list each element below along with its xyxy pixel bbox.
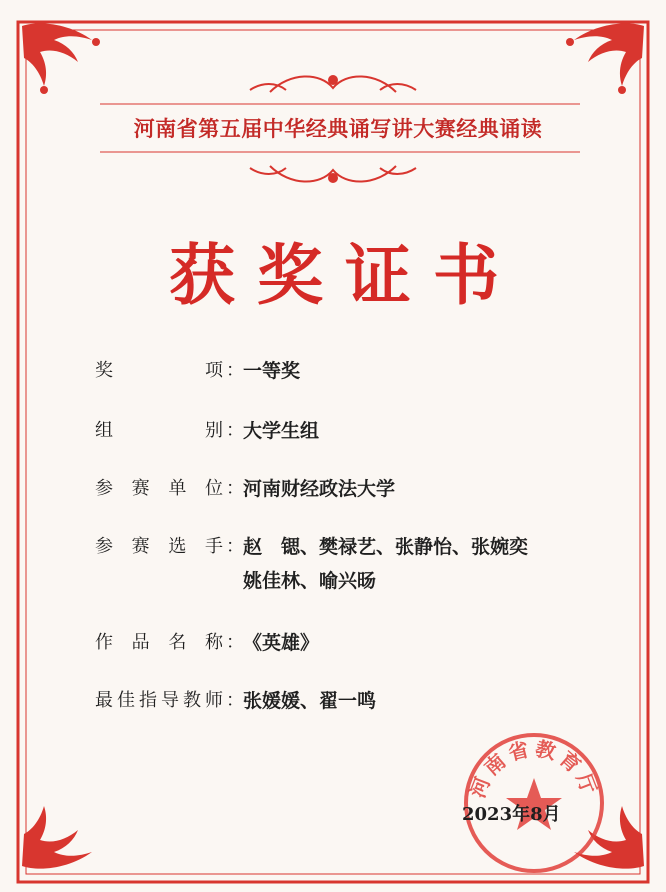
field-label: 作 品 名 称 [95,632,223,653]
field-label: 参 赛 选 手 [95,536,223,557]
corner-ornament-top-right [566,23,644,94]
corner-ornament-bottom-left [22,806,92,869]
field-colon: ： [226,536,244,557]
field-colon: ： [226,632,244,653]
field-value-contestants-line2: 姚佳林、喻兴旸 [243,570,377,592]
field-value-group: 大学生组 [243,420,320,442]
competition-title: 河南省第五届中华经典诵写讲大赛经典诵读 [133,116,543,141]
field-label: 奖 项 [95,360,223,381]
corner-ornament-top-left [22,23,100,94]
header-flourish-bottom [250,166,416,182]
seal-text: 河南省教育厅 [465,736,603,802]
field-label: 最 佳 指 导 教 师 [95,690,223,711]
field-value-unit: 河南财经政法大学 [243,478,396,500]
header-flourish-top [250,76,416,92]
field-label: 组 别 [95,420,223,441]
field-colon: ： [226,690,244,711]
issue-date: 2023年8月 [462,804,561,825]
field-colon: ： [226,420,244,441]
certificate-title: 获奖证书 [169,236,521,314]
field-colon: ： [226,360,244,381]
field-value-contestants: 赵 锶、樊禄艺、张静怡、张婉奕 [243,536,529,558]
field-value-work-title: 《英雄》 [243,632,320,654]
field-label: 参 赛 单 位 [95,478,223,499]
field-colon: ： [226,478,244,499]
field-value-instructors: 张媛媛、翟一鸣 [243,690,377,712]
field-value-award: 一等奖 [243,360,301,382]
